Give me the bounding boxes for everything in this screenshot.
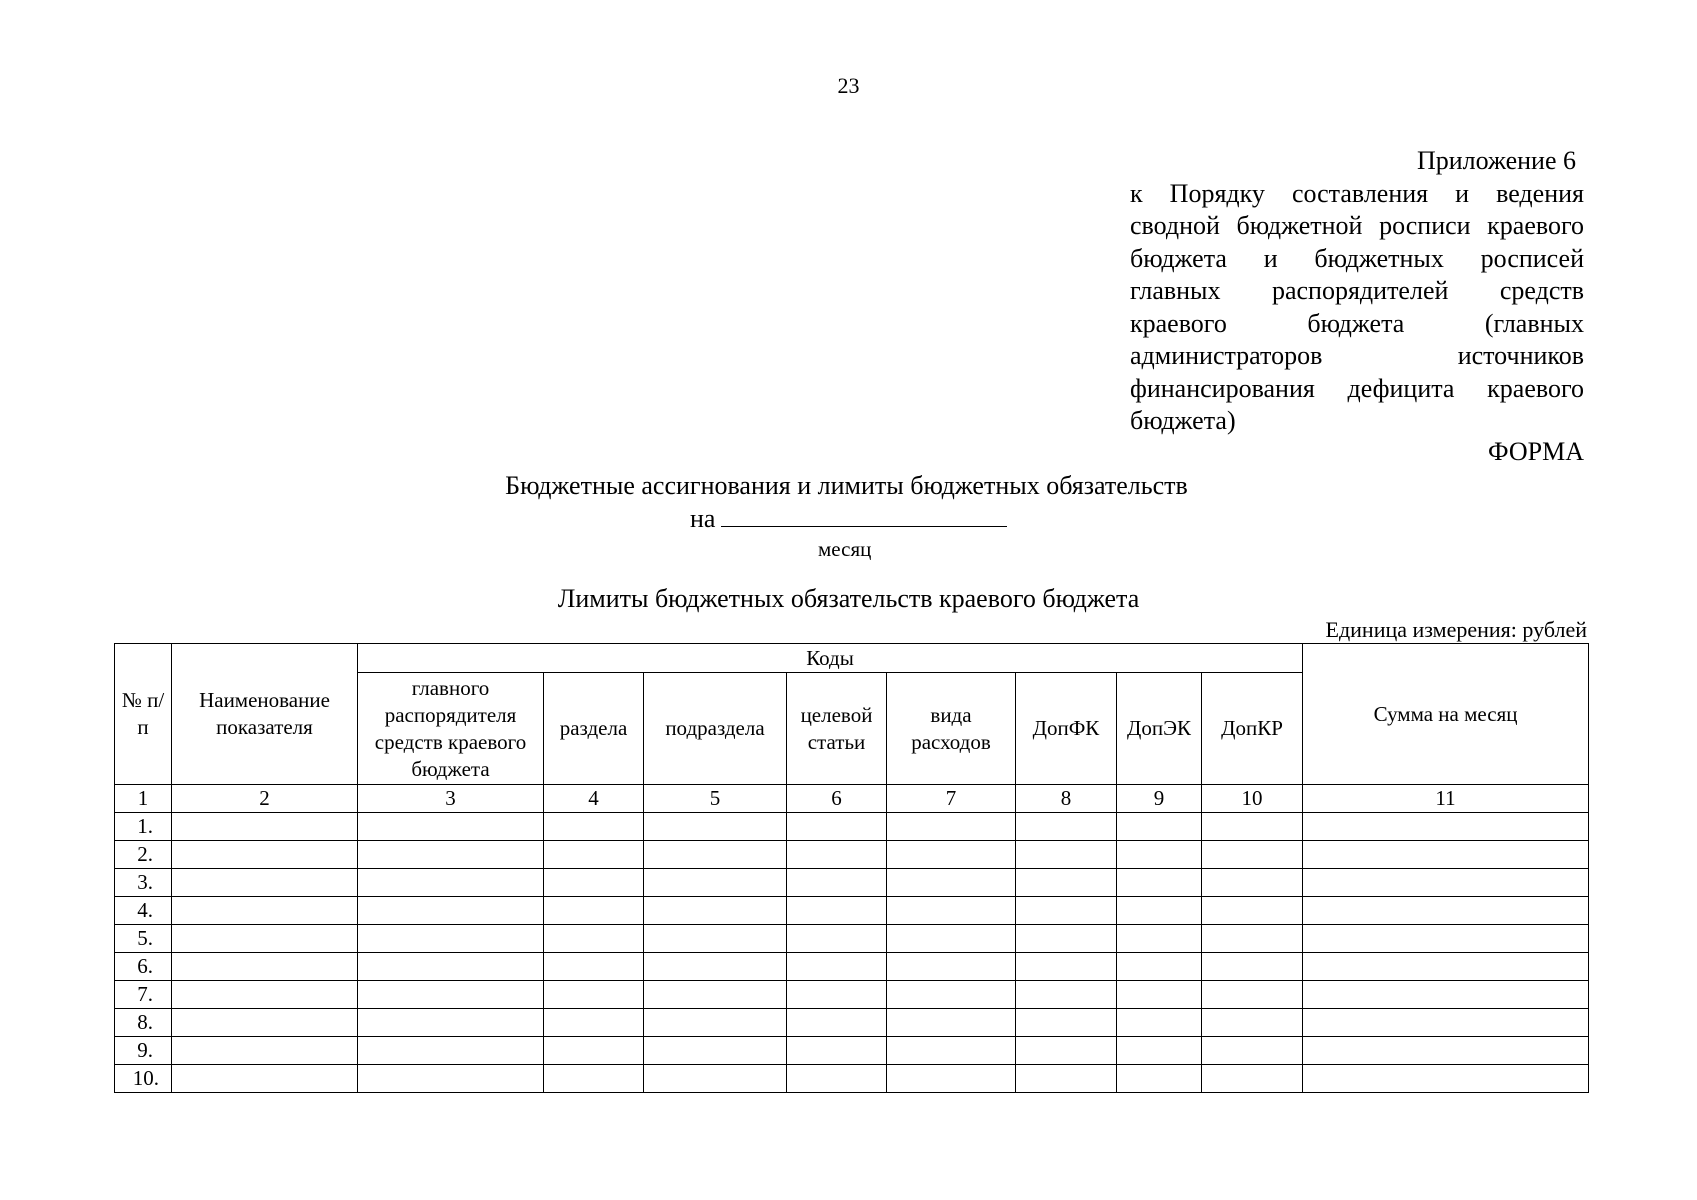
table-cell[interactable] [644, 953, 787, 981]
table-cell[interactable] [787, 841, 887, 869]
table-row [115, 925, 1589, 953]
table-cell[interactable] [644, 869, 787, 897]
table-cell[interactable] [1202, 981, 1303, 1009]
table-cell[interactable] [544, 897, 644, 925]
table-cell[interactable] [887, 897, 1016, 925]
table-cell[interactable] [544, 953, 644, 981]
column-number: 11 [1303, 785, 1589, 813]
column-number: 3 [358, 785, 544, 813]
table-cell[interactable] [1016, 869, 1117, 897]
table-cell[interactable] [358, 1009, 544, 1037]
header-indicator-name: Наименование показателя [172, 644, 358, 785]
table-cell[interactable] [172, 813, 358, 841]
month-blank-field[interactable] [721, 504, 1007, 527]
table-cell[interactable] [1016, 1009, 1117, 1037]
column-number: 10 [1202, 785, 1303, 813]
table-cell[interactable] [787, 925, 887, 953]
table-cell[interactable] [787, 1037, 887, 1065]
header-monthly-sum: Сумма на месяц [1303, 644, 1589, 785]
table-cell[interactable] [1117, 1037, 1202, 1065]
table-cell[interactable] [1117, 1065, 1202, 1093]
table-cell[interactable] [887, 841, 1016, 869]
header-expense-type: вида расходов [887, 673, 1016, 785]
row-number: 3. [115, 869, 172, 897]
table-cell[interactable] [358, 841, 544, 869]
on-label: на [690, 504, 716, 533]
column-number: 2 [172, 785, 358, 813]
table-cell[interactable] [644, 1037, 787, 1065]
table-cell[interactable] [1117, 953, 1202, 981]
table-row [115, 1009, 1589, 1037]
table-cell[interactable] [544, 841, 644, 869]
column-number: 4 [544, 785, 644, 813]
table-cell[interactable] [1303, 869, 1589, 897]
table-cell[interactable] [172, 981, 358, 1009]
table-row [115, 813, 1589, 841]
table-cell[interactable] [1016, 1065, 1117, 1093]
table-cell[interactable] [1016, 813, 1117, 841]
table-cell[interactable] [1303, 981, 1589, 1009]
table-cell[interactable] [1202, 1037, 1303, 1065]
table-cell[interactable] [544, 981, 644, 1009]
table-cell[interactable] [172, 925, 358, 953]
table-row [115, 897, 1589, 925]
table-cell[interactable] [358, 1037, 544, 1065]
header-dopfk: ДопФК [1016, 673, 1117, 785]
header-codes-group: Коды [358, 644, 1303, 673]
table-cell[interactable] [1303, 841, 1589, 869]
row-number: 10. [115, 1065, 172, 1093]
table-cell[interactable] [1016, 981, 1117, 1009]
table-row [115, 981, 1589, 1009]
row-number: 4. [115, 897, 172, 925]
page-number: 23 [837, 73, 860, 98]
column-number: 8 [1016, 785, 1117, 813]
table-cell[interactable] [544, 869, 644, 897]
table-cell[interactable] [787, 1065, 887, 1093]
table-cell[interactable] [1303, 897, 1589, 925]
table-cell[interactable] [358, 813, 544, 841]
header-section: раздела [544, 673, 644, 785]
document-title: Бюджетные ассигнования и лимиты бюджетных обязательств [505, 471, 1188, 500]
column-number: 9 [1117, 785, 1202, 813]
table-cell[interactable] [787, 981, 887, 1009]
table-cell[interactable] [787, 897, 887, 925]
table-cell[interactable] [1202, 841, 1303, 869]
table-cell[interactable] [544, 925, 644, 953]
column-numbers-row [115, 785, 1589, 813]
table-cell[interactable] [887, 1037, 1016, 1065]
table-cell[interactable] [887, 981, 1016, 1009]
table-cell[interactable] [1117, 813, 1202, 841]
table-cell[interactable] [644, 1065, 787, 1093]
table-cell[interactable] [358, 869, 544, 897]
annex-block [1130, 145, 1584, 438]
table-cell[interactable] [1202, 1009, 1303, 1037]
table-cell[interactable] [172, 897, 358, 925]
table-cell[interactable] [172, 869, 358, 897]
header-subsection: подраздела [644, 673, 787, 785]
table-cell[interactable] [644, 813, 787, 841]
table-cell[interactable] [1117, 1009, 1202, 1037]
table-cell[interactable] [1303, 953, 1589, 981]
table-row [115, 869, 1589, 897]
table-cell[interactable] [887, 953, 1016, 981]
table-cell[interactable] [1016, 953, 1117, 981]
table-cell[interactable] [644, 897, 787, 925]
table-cell[interactable] [1016, 1037, 1117, 1065]
annex-title: Приложение 6 [1416, 146, 1576, 175]
table-cell[interactable] [887, 925, 1016, 953]
table-cell[interactable] [1202, 925, 1303, 953]
month-caption: месяц [818, 537, 872, 561]
table-cell[interactable] [644, 841, 787, 869]
table-cell[interactable] [1117, 869, 1202, 897]
column-number: 5 [644, 785, 787, 813]
table-cell[interactable] [1117, 897, 1202, 925]
table-cell[interactable] [358, 1065, 544, 1093]
table-cell[interactable] [1202, 897, 1303, 925]
header-row-number: № п/п [115, 644, 172, 785]
table-cell[interactable] [358, 981, 544, 1009]
table-cell[interactable] [644, 981, 787, 1009]
table-cell[interactable] [644, 1009, 787, 1037]
row-number: 8. [115, 1009, 172, 1037]
table-row [115, 841, 1589, 869]
table-cell[interactable] [887, 1009, 1016, 1037]
table-cell[interactable] [1117, 841, 1202, 869]
row-number: 5. [115, 925, 172, 953]
column-number: 6 [787, 785, 887, 813]
column-number: 1 [115, 785, 172, 813]
table-cell[interactable] [1202, 869, 1303, 897]
table-cell[interactable] [1117, 981, 1202, 1009]
row-number: 6. [115, 953, 172, 981]
row-number: 2. [115, 841, 172, 869]
column-number: 7 [887, 785, 1016, 813]
table-cell[interactable] [787, 953, 887, 981]
row-number: 7. [115, 981, 172, 1009]
table-cell[interactable] [1303, 1009, 1589, 1037]
table-cell[interactable] [1303, 1037, 1589, 1065]
table-row [115, 953, 1589, 981]
table-cell[interactable] [358, 897, 544, 925]
table-cell[interactable] [1117, 925, 1202, 953]
table-cell[interactable] [1016, 897, 1117, 925]
table-cell[interactable] [787, 869, 887, 897]
annex-body: к Порядку составления и ведения сводной бюджетной росписи краевого бюджета и бюджетных росписей главных распорядителей средств краевого бюджета (главных администраторов источников финансирования дефицита краевого бюджета) [1130, 178, 1584, 435]
row-number: 9. [115, 1037, 172, 1065]
table-cell[interactable] [887, 869, 1016, 897]
table-cell[interactable] [172, 1009, 358, 1037]
table-cell[interactable] [172, 953, 358, 981]
table-cell[interactable] [358, 925, 544, 953]
table-cell[interactable] [544, 813, 644, 841]
table-cell[interactable] [1202, 1065, 1303, 1093]
table-title: Лимиты бюджетных обязательств краевого бюджета [557, 584, 1140, 613]
table-cell[interactable] [1202, 813, 1303, 841]
table-cell[interactable] [644, 925, 787, 953]
table-cell[interactable] [1016, 925, 1117, 953]
table-cell[interactable] [172, 1065, 358, 1093]
form-label: ФОРМА [1488, 437, 1584, 466]
table-cell[interactable] [1303, 813, 1589, 841]
table-cell[interactable] [172, 841, 358, 869]
table-row [115, 1065, 1589, 1093]
table-cell[interactable] [787, 813, 887, 841]
table-cell[interactable] [787, 1009, 887, 1037]
table-cell[interactable] [887, 813, 1016, 841]
table-cell[interactable] [544, 1009, 644, 1037]
table-cell[interactable] [544, 1065, 644, 1093]
header-dopkr: ДопКР [1202, 673, 1303, 785]
header-main-manager: главного распорядителя средств краевого бюджета [358, 673, 544, 785]
table-row [115, 1037, 1589, 1065]
table-cell[interactable] [172, 1037, 358, 1065]
month-line [690, 504, 1007, 534]
table-cell[interactable] [1016, 841, 1117, 869]
unit-of-measure: Единица измерения: рублей [1325, 617, 1587, 642]
table-cell[interactable] [1303, 1065, 1589, 1093]
row-number: 1. [115, 813, 172, 841]
table-cell[interactable] [1303, 925, 1589, 953]
table-cell[interactable] [358, 953, 544, 981]
limits-table [114, 643, 1589, 1093]
table-cell[interactable] [1202, 953, 1303, 981]
table-cell[interactable] [887, 1065, 1016, 1093]
table-cell[interactable] [544, 1037, 644, 1065]
header-dopek: ДопЭК [1117, 673, 1202, 785]
header-target-item: целевой статьи [787, 673, 887, 785]
